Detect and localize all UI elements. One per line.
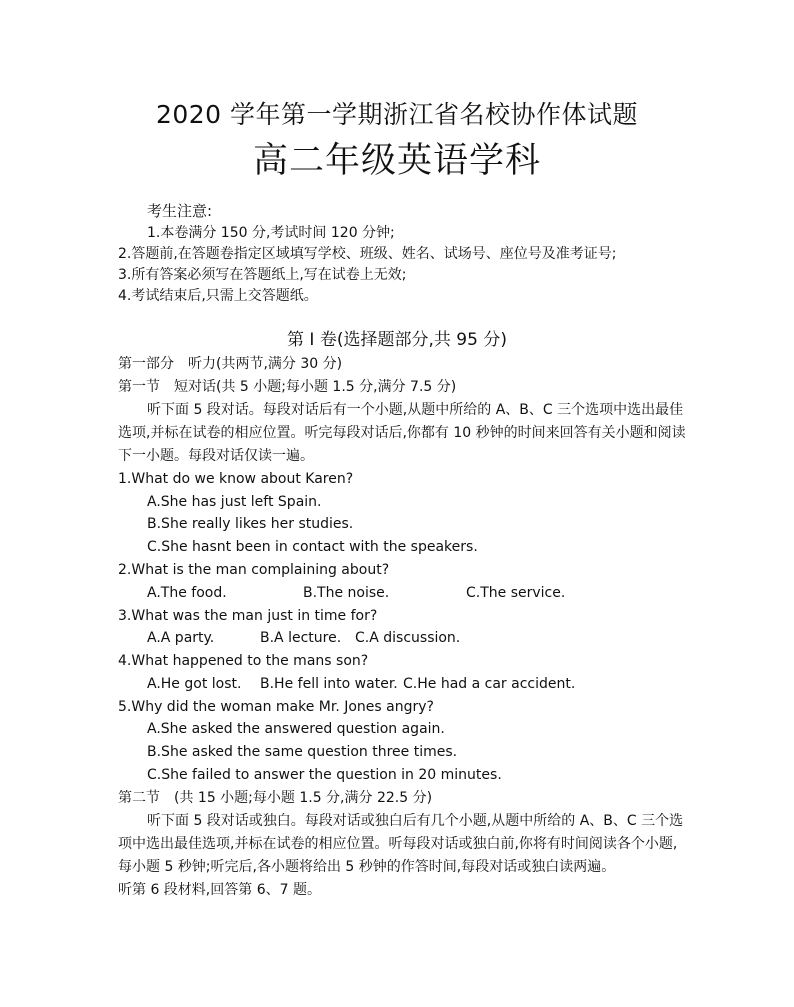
instruction-line: 选项,并标在试卷的相应位置。听完每段对话后,你都有 10 秒钟的时间来回答有关小题和阅读 — [118, 425, 686, 441]
option: C.She failed to answer the question in 20 minutes. — [147, 767, 502, 783]
material-note: 听第 6 段材料,回答第 6、7 题。 — [118, 882, 321, 898]
option: C.He had a car accident. — [403, 676, 576, 692]
section-title: 第二节 (共 15 小题;每小题 1.5 分,满分 22.5 分) — [118, 790, 433, 806]
option: C.She hasnt been in contact with the speakers. — [147, 539, 478, 555]
question-stem: 2.What is the man complaining about? — [118, 562, 390, 578]
instruction-line: 听下面 5 段对话。每段对话后有一个小题,从题中所给的 A、B、C 三个选项中选出最佳 — [147, 402, 684, 418]
question-stem: 1.What do we know about Karen? — [118, 471, 354, 487]
question-stem: 4.What happened to the mans son? — [118, 653, 369, 669]
notice-item: 2.答题前,在答题卷指定区域填写学校、班级、姓名、试场号、座位号及准考证号; — [118, 246, 617, 262]
option: C.The service. — [466, 585, 566, 601]
option: A.A party. — [147, 630, 215, 646]
option: A.She asked the answered question again. — [147, 721, 445, 737]
part-title: 第一部分 听力(共两节,满分 30 分) — [118, 356, 343, 372]
notice-item: 4.考试结束后,只需上交答题纸。 — [118, 288, 318, 304]
notice-item: 3.所有答案必须写在答题纸上,写在试卷上无效; — [118, 267, 407, 283]
subject-title: 高二年级英语学科 — [252, 141, 541, 181]
option: B.He fell into water. — [260, 676, 398, 692]
option: B.A lecture. — [260, 630, 342, 646]
question-stem: 3.What was the man just in time for? — [118, 608, 378, 624]
notice-item: 1.本卷满分 150 分,考试时间 120 分钟; — [147, 225, 395, 241]
exam-title: 2020 学年第一学期浙江省名校协作体试题 — [155, 100, 639, 129]
option: B.She asked the same question three times. — [147, 744, 458, 760]
section-title: 第一节 短对话(共 5 小题;每小题 1.5 分,满分 7.5 分) — [118, 379, 457, 395]
option: A.The food. — [147, 585, 227, 601]
instruction-line: 下一小题。每段对话仅读一遍。 — [118, 448, 314, 464]
option: C.A discussion. — [355, 630, 461, 646]
option: B.She really likes her studies. — [147, 516, 354, 532]
option: A.He got lost. — [147, 676, 242, 692]
volume-title: 第 I 卷(选择题部分,共 95 分) — [287, 330, 507, 350]
option: B.The noise. — [303, 585, 390, 601]
question-stem: 5.Why did the woman make Mr. Jones angry? — [118, 699, 434, 715]
option: A.She has just left Spain. — [147, 494, 322, 510]
instruction-line: 项中选出最佳选项,并标在试卷的相应位置。听每段对话或独白前,你将有时间阅读各个小题, — [118, 836, 678, 852]
instruction-line: 听下面 5 段对话或独白。每段对话或独白后有几个小题,从题中所给的 A、B、C 三个选 — [147, 813, 684, 829]
instruction-line: 每小题 5 秒钟;听完后,各小题将给出 5 秒钟的作答时间,每段对话或独白读两遍。 — [118, 859, 616, 875]
notice-heading: 考生注意: — [147, 202, 213, 220]
